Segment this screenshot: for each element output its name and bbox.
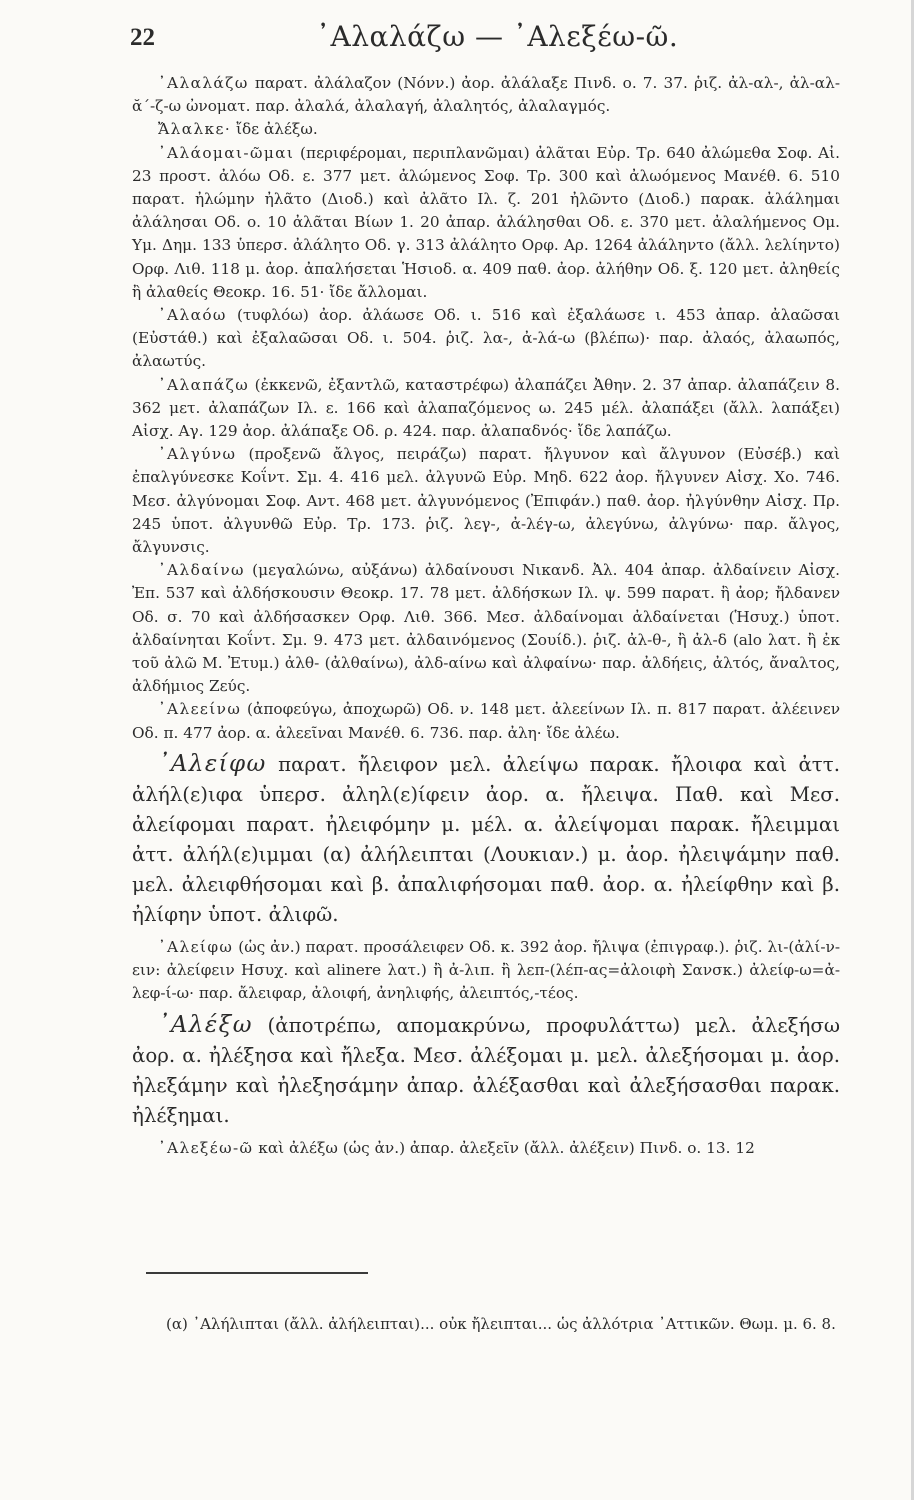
- running-head: ᾿Αλαλάζω — ᾿Αλεξέω-ῶ.: [316, 20, 679, 53]
- entry-alaomai: [132, 142, 840, 304]
- entry-alapazo: [132, 374, 840, 444]
- entry-text: (ἐκκενῶ, ἐξαντλῶ, καταστρέφω) ἀλαπάζει Ἀθην. 2. 37 ἀπαρ. ἀλαπάζειν 8. 362 μετ. ἀλαπάζων Ιλ. ε. 166 καὶ ἀλαπαζόμενος ω. 245 μέλ. ἀλαπάξει (ἄλλ. λαπάξει) Αἰσχ. Αγ. 129 ἀορ. ἀλάπαξε Οδ. ρ. 424. παρ. ἀλαπαδνός· ἴδε λαπάζω.: [132, 375, 840, 441]
- entry-text: (ἀποφεύγω, ἀποχωρῶ) Οδ. ν. 148 μετ. ἀλεείνων Ιλ. π. 817 παρατ. ἀλέεινεν Οδ. π. 477 ἀορ. α. ἀλεεῖναι Μανέθ. 6. 736. παρ. ἀλη· ἴδε ἀλέω.: [132, 700, 840, 742]
- entry-headword: ᾿Αλείφω: [158, 750, 267, 777]
- entry-text: παρατ. ἀλάλαζον (Νόνν.) ἀορ. ἀλάλαξε Πινδ. ο. 7. 37. ῥιζ. ἀλ-αλ-, ἀλ-αλ-ᾰ΄-ζ-ω ὠνοματ. παρ. ἀλαλά, ἀλαλαγή, ἀλαλητός, ἀλαλαγμός.: [132, 74, 840, 116]
- page-header: [130, 20, 830, 76]
- page-number: 22: [130, 24, 155, 51]
- entry-headword: ᾿Αλαπάζω: [158, 375, 250, 394]
- entry-headword: ᾿Αλάομαι-ῶμαι: [158, 143, 295, 162]
- entry-algyno: [132, 443, 840, 559]
- entry-headword: ᾿Αλείφω: [158, 937, 234, 956]
- entry-aleeino: [132, 698, 840, 744]
- entry-aldaino: [132, 559, 840, 698]
- entry-headword: ᾿Αλαόω: [158, 306, 227, 325]
- entry-alexo-main: [132, 1010, 840, 1131]
- entry-aleipho-poetic: [132, 936, 840, 1006]
- entry-text: (μεγαλώνω, αὐξάνω) ἀλδαίνουσι Νικανδ. Ἀλ. 404 ἀπαρ. ἀλδαίνειν Αἰσχ. Ἐπ. 537 καὶ ἀλδήσκουσιν Θεοκρ. 17. 78 μετ. ἀλδήσκων Ιλ. ψ. 599 παρατ. ἢ ἀορ; ἤλδανεν Οδ. σ. 70 καὶ ἀλδήσασκεν Ορφ. Λιθ. 366. Μεσ. ἀλδαίνομαι ἀλδαίνεται (Ἡσυχ.) ὑποτ. ἀλδαίνηται Κοΐντ. Σμ. 9. 473 μετ. ἀλδαινόμενος (Σουίδ.). ῥιζ. ἀλ-θ-, ἢ ἀλ-δ (alo λατ. ἢ ἐκ τοῦ ἀλῶ Μ. Ἐτυμ.) ἀλθ- (ἀλθαίνω), ἀλδ-αίνω καὶ ἀλφαίνω· παρ. ἀλδήεις, ἀλτός, ἄναλτος, ἀλδήμιος Ζεύς.: [132, 561, 840, 696]
- entry-text: (προξενῶ ἄλγος, πειράζω) παρατ. ἤλγυνον καὶ ἄλγυνον (Εὐσέβ.) καὶ ἐπαλγύνεσκε Κοΐντ. Σμ. 4. 416 μελ. ἀλγυνῶ Εὐρ. Μηδ. 622 ἀορ. ἤλγυνεν Αἰσχ. Χο. 746. Μεσ. ἀλγύνομαι Σοφ. Αντ. 468 μετ. ἀλγυνόμενος (Ἐπιφάν.) παθ. ἀορ. ἠλγύνθην Αἰσχ. Πρ. 245 ὑποτ. ἀλγυνθῶ Εὐρ. Τρ. 173. ῥιζ. λεγ-, ἀ-λέγ-ω, ἀλεγύνω, ἀλγύνω· παρ. ἄλγος, ἄλγυνσις.: [132, 445, 840, 557]
- dictionary-body: [132, 72, 840, 1160]
- entry-text: παρατ. ἤλειφον μελ. ἀλείψω παρακ. ἤλοιφα καὶ ἀττ. ἀλήλ(ε)ιφα ὑπερσ. ἀληλ(ε)ίφειν ἀορ. α. ἤλειψα. Παθ. καὶ Μεσ. ἀλείφομαι παρατ. ἠλειφόμην μ. μέλ. α. ἀλείψομαι παρακ. ἤλειμμαι ἀττ. ἀλήλ(ε)ιμμαι (α) ἀλήλειπται (Λουκιαν.) μ. ἀορ. ἠλειψάμην παθ. μελ. ἀλειφθήσομαι καὶ β. ἀπαλιφήσομαι παθ. ἀορ. α. ἠλείφθην καὶ β. ἠλίφην ὑποτ. ἀλιφῶ.: [132, 752, 840, 926]
- entry-headword: ᾿Αλεξέω-ῶ: [158, 1138, 254, 1157]
- entry-headword: Ἄλαλκε·: [158, 120, 232, 139]
- entry-headword: ᾿Αλέξω: [158, 1011, 253, 1038]
- entry-alexeo: [132, 1137, 840, 1160]
- entry-aleipho-main: [132, 749, 840, 930]
- entry-headword: ᾿Αλγύνω: [158, 445, 237, 464]
- entry-alaoo: [132, 304, 840, 374]
- footnote: (α) ᾿Αλήλιπται (ἄλλ. ἀλήλειπται)... οὐκ ἤλειπται... ὡς ἀλλότρια ᾿Αττικῶν. Θωμ. μ. 6. 8.: [166, 1315, 836, 1333]
- entry-headword: ᾿Αλεείνω: [158, 700, 242, 719]
- footnote-divider: [146, 1272, 368, 1274]
- entry-text: (ὡς ἀν.) παρατ. προσάλειφεν Οδ. κ. 392 ἀορ. ἤλιψα (ἐπιγραφ.). ῥιζ. λι-(ἀλί-ν-ειν: ἀλείφειν Ησυχ. καὶ alinere λατ.) ἢ ἀ-λιπ. ἢ λεπ-(λέπ-ας=ἀλοιφὴ Σανσκ.) ἀλείφ-ω=ἀ-λεφ-ί-ω· παρ. ἄλειφαρ, ἀλοιφή, ἀνηλιφής, ἀλειπτός,-τέος.: [132, 937, 840, 1003]
- entry-text: (περιφέρομαι, περιπλανῶμαι) ἀλᾶται Εὐρ. Τρ. 640 ἀλώμεθα Σοφ. Αἰ. 23 προστ. ἀλόω Οδ. ε. 377 μετ. ἀλώμενος Σοφ. Τρ. 300 καὶ ἀλωόμενος Μανέθ. 6. 510 παρατ. ἠλώμην ἠλᾶτο (Διοδ.) καὶ ἀλᾶτο Ιλ. ζ. 201 ἠλῶντο (Διοδ.) παρακ. ἀλάλημαι ἀλάλησαι Οδ. ο. 10 ἀλᾶται Βίων 1. 20 ἀπαρ. ἀλάλησθαι Οδ. ε. 370 μετ. ἀλαλήμενος Ομ. Υμ. Δημ. 133 ὑπερσ. ἀλάλητο Οδ. γ. 313 ἀλάλητο Ορφ. Αρ. 1264 ἀλάληντο (ἄλλ. λελίηντο) Ορφ. Λιθ. 118 μ. ἀορ. ἀπαλήσεται Ἡσιοδ. α. 409 παθ. ἀορ. ἀλήθην Οδ. ξ. 120 μετ. ἀληθείς ἢ ἀλαθείς Θεοκρ. 16. 51· ἴδε ἄλλομαι.: [132, 143, 840, 301]
- entry-alalazo: [132, 72, 840, 118]
- entry-alalke: [132, 118, 840, 141]
- entry-text: (ἀποτρέπω, απομακρύνω, προφυλάττω) μελ. ἀλεξήσω ἀορ. α. ἠλέξησα καὶ ἤλεξα. Μεσ. ἀλέξομαι μ. μελ. ἀλεξήσομαι μ. ἀορ. ἠλεξάμην καὶ ἠλεξησάμην ἀπαρ. ἀλέξασθαι καὶ ἀλεξήσασθαι παρακ. ἠλέξημαι.: [132, 1013, 840, 1127]
- entry-text: καὶ ἀλέξω (ὡς ἀν.) ἀπαρ. ἀλεξεῖν (ἄλλ. ἀλέξειν) Πινδ. ο. 13. 12: [253, 1138, 755, 1157]
- entry-text: (τυφλόω) ἀορ. ἀλάωσε Οδ. ι. 516 καὶ ἐξαλάωσε ι. 453 ἀπαρ. ἀλαῶσαι (Εὐστάθ.) καὶ ἐξαλαῶσαι Οδ. ι. 504. ῥιζ. λα-, ἀ-λά-ω (βλέπω)· παρ. ἀλαός, ἀλαωπός, ἀλαωτύς.: [132, 306, 840, 371]
- entry-headword: ᾿Αλαλάζω: [158, 74, 249, 92]
- entry-headword: ᾿Αλδαίνω: [158, 561, 245, 580]
- entry-text: ἴδε ἀλέξω.: [231, 120, 318, 139]
